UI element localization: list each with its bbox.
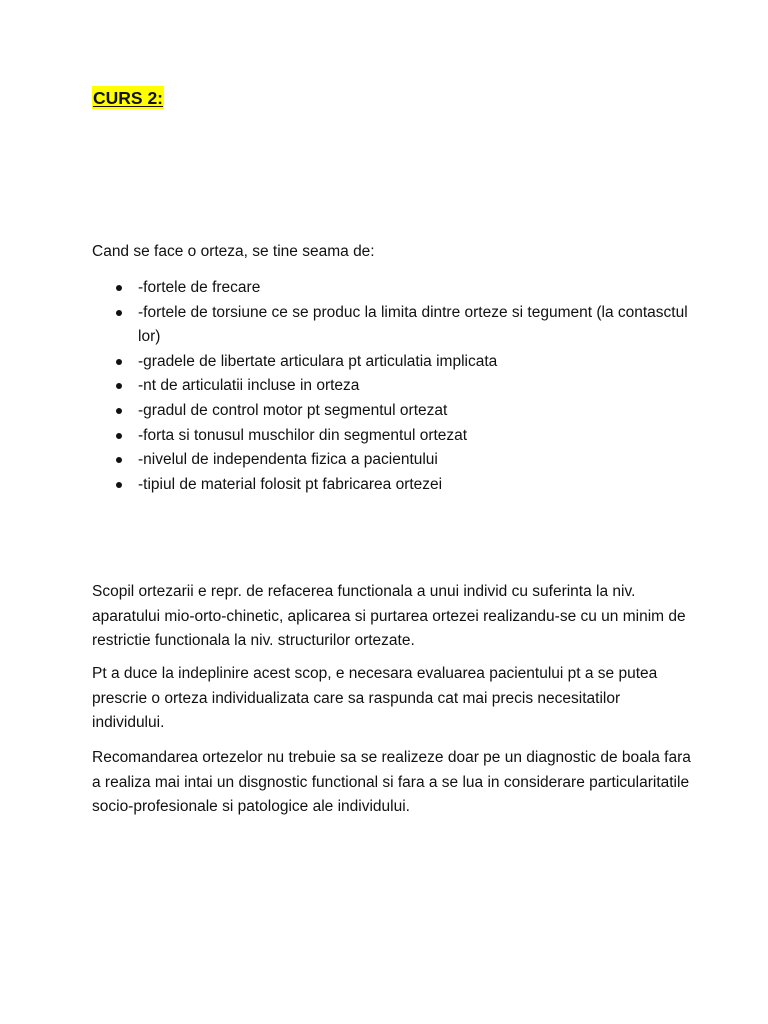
course-heading: CURS 2: — [93, 88, 164, 108]
list-item-text: -forta si tonusul muschilor din segmentul ortezat — [138, 426, 468, 444]
criteria-list — [92, 276, 692, 497]
list-item-text: -gradul de control motor pt segmentul ortezat — [138, 401, 448, 419]
list-item-text: -nivelul de independenta fizica a pacientului — [138, 451, 438, 469]
bullet-icon — [116, 285, 122, 291]
list-item-text: -tipiul de material folosit pt fabricarea ortezei — [138, 475, 443, 493]
list-item-text: -nt de articulatii incluse in orteza — [138, 377, 360, 395]
list-item — [92, 399, 692, 424]
list-item — [92, 374, 692, 399]
list-item — [92, 473, 692, 498]
bullet-icon — [116, 359, 122, 365]
list-item — [92, 276, 692, 301]
bullet-icon — [116, 310, 122, 316]
list-item — [92, 301, 692, 350]
list-item-text: -fortele de frecare — [138, 279, 261, 296]
intro-text: Cand se face o orteza, se tine seama de: — [92, 243, 375, 260]
list-item — [92, 424, 692, 449]
bullet-icon — [116, 383, 122, 389]
paragraph-purpose: Scopil ortezarii e repr. de refacerea functionala a unui individ cu suferinta la niv. aparatului mio-orto-chinetic, aplicarea si purtarea ortezei realizandu-se cu un minim de restrictie functionala la niv. structurilor ortezate. — [92, 583, 686, 650]
paragraph-recommendation: Recomandarea ortezelor nu trebuie sa se realizeze doar pe un diagnostic de boala fara a realiza mai intai un disgnostic functional si fara a se lua in considerare particularitatile socio-profesionale si patologice ale individului. — [92, 749, 691, 816]
list-item — [92, 350, 692, 375]
list-item — [92, 448, 692, 473]
list-item-text: -gradele de libertate articulara pt articulatia implicata — [138, 352, 498, 370]
list-item-text: -fortele de torsiune ce se produc la limita dintre orteze si tegument (la contasctul lor) — [138, 303, 688, 346]
bullet-icon — [116, 457, 122, 463]
bullet-icon — [116, 482, 122, 488]
bullet-icon — [116, 408, 122, 414]
paragraph-evaluation: Pt a duce la indeplinire acest scop, e necesara evaluarea pacientului pt a se putea prescrie o orteza individualizata care sa raspunda cat mai precis necesitatilor individului. — [92, 665, 658, 732]
bullet-icon — [116, 433, 122, 439]
